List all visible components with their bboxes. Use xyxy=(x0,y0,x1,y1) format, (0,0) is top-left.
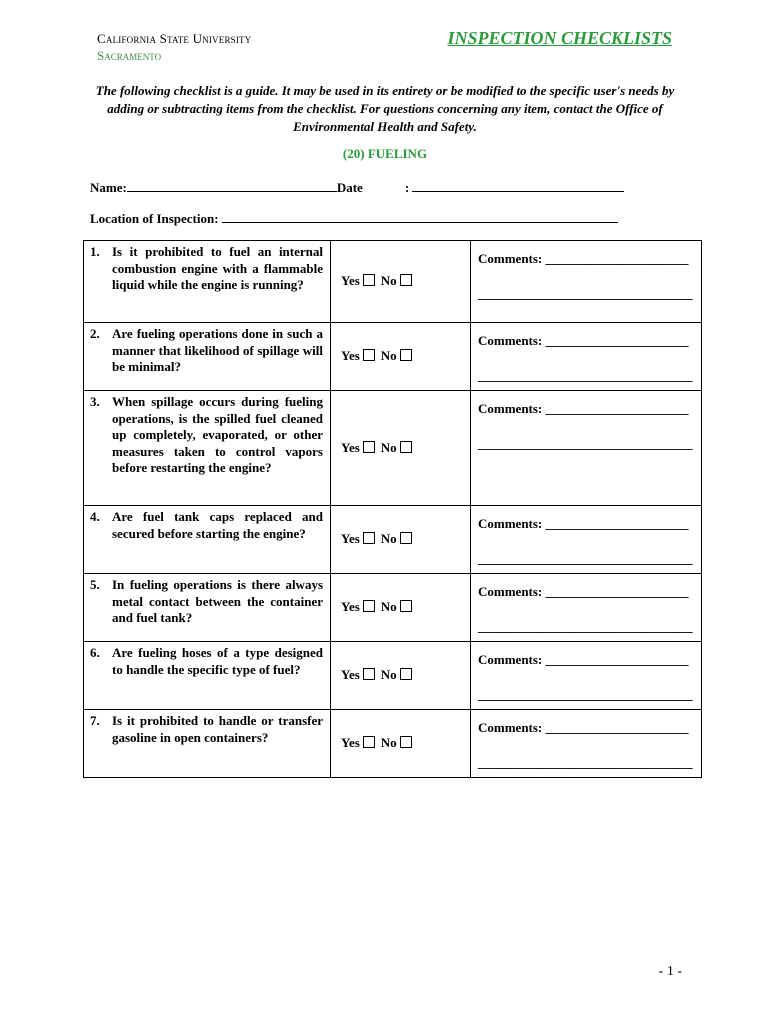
yes-label: Yes xyxy=(341,439,360,455)
comments-cell xyxy=(471,241,702,323)
yes-checkbox[interactable] xyxy=(363,600,375,612)
yes-checkbox[interactable] xyxy=(363,441,375,453)
comments-underline: ______________________ xyxy=(545,333,689,348)
question-cell xyxy=(84,574,331,642)
comments-underline: ______________________ xyxy=(545,401,689,416)
comments-line-2[interactable]: _________________________________ xyxy=(478,435,693,451)
comments-label: Comments: xyxy=(478,720,546,735)
comments-line-2[interactable]: _________________________________ xyxy=(478,550,693,566)
comments-underline: ______________________ xyxy=(545,251,689,266)
comments-field[interactable] xyxy=(478,251,695,268)
answer-cell xyxy=(331,391,471,506)
comments-underline: ______________________ xyxy=(545,516,689,531)
comments-label: Comments: xyxy=(478,333,546,348)
campus-name: Sacramento xyxy=(97,48,162,63)
comments-line-2[interactable]: _________________________________ xyxy=(478,367,693,383)
question-cell xyxy=(84,241,331,323)
page-number: - 1 - xyxy=(658,964,682,979)
question-cell xyxy=(84,710,331,778)
location-row xyxy=(90,210,618,227)
question-number: 7. xyxy=(90,713,100,728)
no-label: No xyxy=(380,735,397,751)
question-text: Are fuel tank caps replaced and secured before starting the engine? xyxy=(112,509,323,541)
yes-label: Yes xyxy=(341,348,360,364)
answer-cell xyxy=(331,506,471,574)
comments-cell xyxy=(471,642,702,710)
section-title: (20) FUELING xyxy=(342,146,428,161)
comments-field[interactable] xyxy=(478,333,695,350)
location-field[interactable] xyxy=(222,210,618,223)
no-checkbox[interactable] xyxy=(400,668,412,680)
comments-field[interactable] xyxy=(478,516,695,533)
comments-line-2[interactable]: _________________________________ xyxy=(478,618,693,634)
answer-cell xyxy=(331,323,471,391)
question-cell xyxy=(84,323,331,391)
answer-cell xyxy=(331,710,471,778)
checklist-table xyxy=(83,240,702,778)
date-colon: : xyxy=(404,180,410,195)
question-number: 1. xyxy=(90,244,100,259)
question-number: 5. xyxy=(90,577,100,592)
date-label: Date xyxy=(336,180,363,195)
yes-checkbox[interactable] xyxy=(363,274,375,286)
location-label: Location of Inspection: xyxy=(90,211,219,226)
question-text: In fueling operations is there always metal contact between the container and fuel tank? xyxy=(112,577,323,625)
no-label: No xyxy=(380,531,397,547)
comments-label: Comments: xyxy=(478,516,546,531)
no-checkbox[interactable] xyxy=(400,736,412,748)
checklist-row xyxy=(84,241,702,323)
question-text: Are fueling hoses of a type designed to handle the specific type of fuel? xyxy=(112,645,323,677)
comments-field[interactable] xyxy=(478,652,695,669)
no-checkbox[interactable] xyxy=(400,532,412,544)
comments-label: Comments: xyxy=(478,251,546,266)
question-cell xyxy=(84,506,331,574)
comments-cell xyxy=(471,506,702,574)
page-title: INSPECTION CHECKLISTS xyxy=(447,28,672,48)
yes-label: Yes xyxy=(341,667,360,683)
name-label: Name: xyxy=(90,180,127,195)
no-checkbox[interactable] xyxy=(400,600,412,612)
no-checkbox[interactable] xyxy=(400,441,412,453)
no-checkbox[interactable] xyxy=(400,274,412,286)
question-number: 3. xyxy=(90,394,100,409)
question-text: Is it prohibited to fuel an internal combustion engine with a flammable liquid while the engine is running? xyxy=(112,244,323,292)
comments-label: Comments: xyxy=(478,584,546,599)
comments-field[interactable] xyxy=(478,401,695,418)
answer-cell xyxy=(331,241,471,323)
checklist-row xyxy=(84,574,702,642)
yes-label: Yes xyxy=(341,599,360,615)
comments-underline: ______________________ xyxy=(545,652,689,667)
no-label: No xyxy=(380,439,397,455)
comments-underline: ______________________ xyxy=(545,720,689,735)
no-checkbox[interactable] xyxy=(400,349,412,361)
checklist-row xyxy=(84,391,702,506)
answer-cell xyxy=(331,642,471,710)
date-field[interactable] xyxy=(412,179,624,192)
comments-cell xyxy=(471,574,702,642)
comments-label: Comments: xyxy=(478,652,546,667)
question-text: Is it prohibited to handle or transfer gasoline in open containers? xyxy=(112,713,323,745)
yes-checkbox[interactable] xyxy=(363,349,375,361)
comments-field[interactable] xyxy=(478,584,695,601)
comments-label: Comments: xyxy=(478,401,546,416)
name-date-row xyxy=(90,179,624,196)
comments-line-2[interactable]: _________________________________ xyxy=(478,285,693,301)
comments-underline: ______________________ xyxy=(545,584,689,599)
comments-line-2[interactable]: _________________________________ xyxy=(478,754,693,770)
yes-label: Yes xyxy=(341,735,360,751)
institution-block xyxy=(97,30,251,64)
no-label: No xyxy=(380,273,397,289)
question-text: Are fueling operations done in such a manner that likelihood of spillage will be minimal? xyxy=(112,326,323,374)
yes-checkbox[interactable] xyxy=(363,736,375,748)
university-name: California State University xyxy=(97,31,252,46)
no-label: No xyxy=(380,599,397,615)
comments-cell xyxy=(471,710,702,778)
comments-cell xyxy=(471,323,702,391)
yes-checkbox[interactable] xyxy=(363,668,375,680)
yes-label: Yes xyxy=(341,531,360,547)
checklist-row xyxy=(84,506,702,574)
no-label: No xyxy=(380,348,397,364)
yes-checkbox[interactable] xyxy=(363,532,375,544)
comments-line-2[interactable]: _________________________________ xyxy=(478,686,693,702)
checklist-row xyxy=(84,710,702,778)
no-label: No xyxy=(380,667,397,683)
yes-label: Yes xyxy=(341,273,360,289)
comments-cell xyxy=(471,391,702,506)
name-field[interactable] xyxy=(127,179,337,192)
intro-paragraph: The following checklist is a guide. It may be used in its entirety or be modified to the specific user's needs by adding or subtracting items from the checklist. For questions concerning any item, contact the Office of Environmental Health and Safety. xyxy=(95,83,675,134)
question-cell xyxy=(84,642,331,710)
checklist-row xyxy=(84,323,702,391)
answer-cell xyxy=(331,574,471,642)
question-cell xyxy=(84,391,331,506)
question-text: When spillage occurs during fueling operations, is the spilled fuel cleaned up completely, evaporated, or other measures taken to control vapors before restarting the engine? xyxy=(112,394,323,475)
question-number: 2. xyxy=(90,326,100,341)
comments-field[interactable] xyxy=(478,720,695,737)
question-number: 6. xyxy=(90,645,100,660)
checklist-row xyxy=(84,642,702,710)
question-number: 4. xyxy=(90,509,100,524)
